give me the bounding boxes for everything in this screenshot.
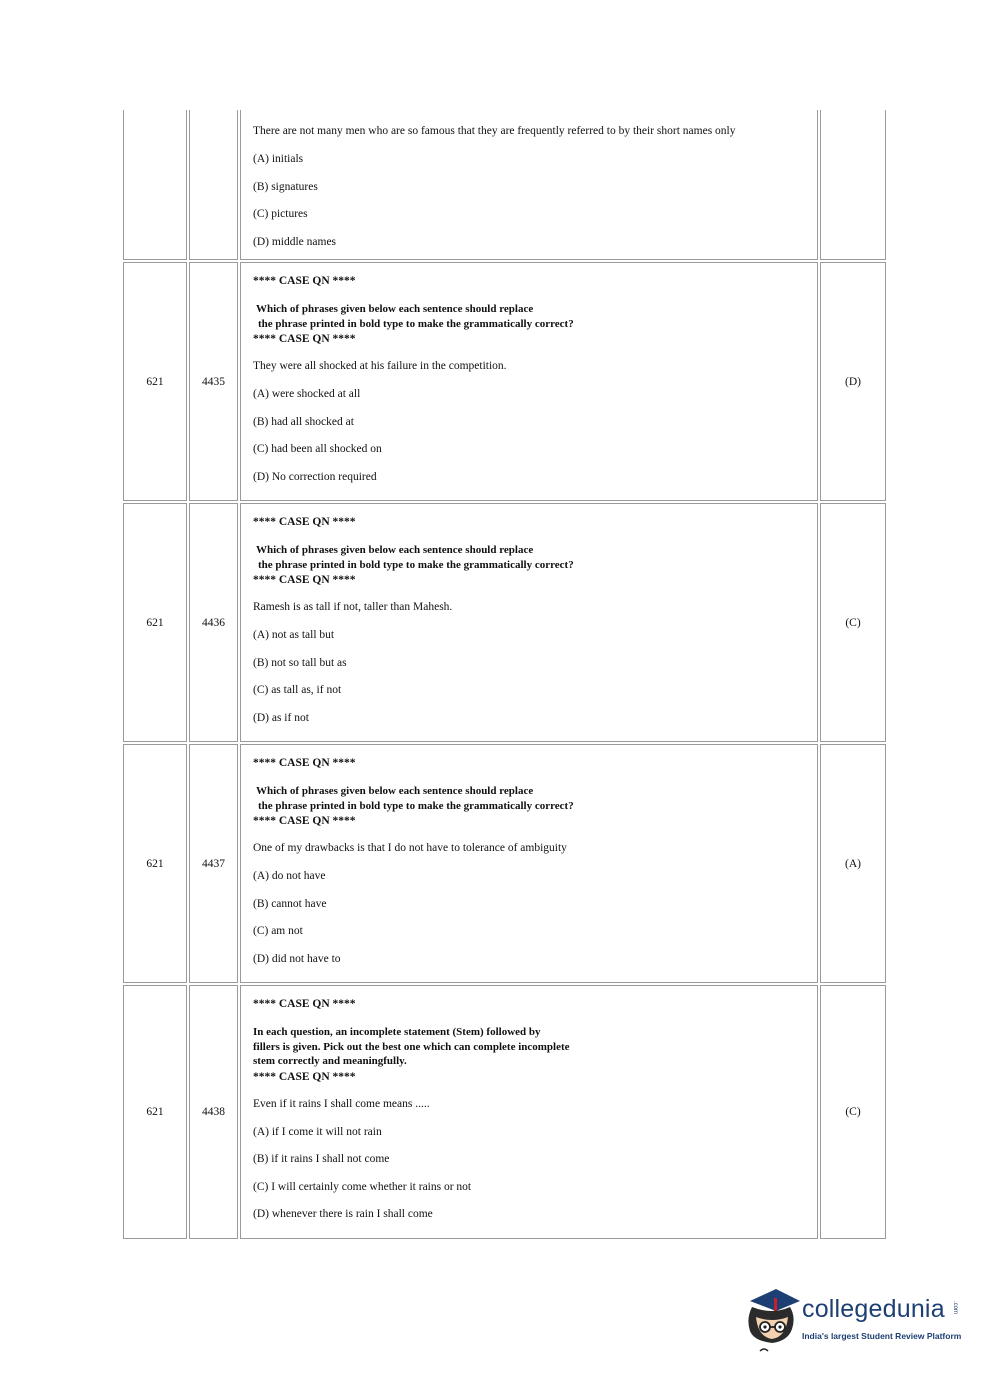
instruction-text: Which of phrases given below each sentence should replace the phrase printed in bold type to make the grammatically correct? — [256, 303, 574, 330]
answer-cell: (C) — [820, 503, 886, 742]
table-row — [123, 744, 886, 983]
option-c: (C) pictures — [253, 208, 308, 220]
qno-cell: 4436 — [189, 503, 238, 742]
case-marker: **** CASE QN **** — [253, 757, 356, 769]
option-b: (B) if it rains I shall not come — [253, 1153, 390, 1165]
qno-cell: 4438 — [189, 985, 238, 1239]
table-row — [123, 110, 886, 260]
question-text: They were all shocked at his failure in the competition. — [253, 360, 507, 372]
option-d: (D) whenever there is rain I shall come — [253, 1208, 433, 1220]
qno-cell: 4437 — [189, 744, 238, 983]
option-b: (B) not so tall but as — [253, 656, 347, 669]
question-text: Even if it rains I shall come means ..... — [253, 1097, 430, 1110]
question-table — [123, 110, 886, 1241]
table-row — [123, 262, 886, 501]
student-mascot-icon — [742, 1285, 802, 1355]
code-cell: 621 — [123, 503, 187, 742]
option-c: (C) I will certainly come whether it rains or not — [253, 1180, 472, 1193]
question-text: Ramesh is as tall if not, taller than Mahesh. — [253, 601, 453, 613]
option-c: (C) as tall as, if not — [253, 684, 342, 696]
case-marker: **** CASE QN **** — [253, 815, 356, 827]
answer-cell — [820, 110, 886, 260]
option-d: (D) middle names — [253, 235, 337, 248]
option-b: (B) signatures — [253, 180, 318, 193]
answer-cell: (A) — [820, 744, 886, 983]
instruction-text: In each question, an incomplete statement (Stem) followed by fillers is given. Pick out the best one which can complete incomplete stem correctly and meaningfully. — [253, 1026, 570, 1067]
option-d: (D) did not have to — [253, 952, 341, 965]
logo-domain-suffix: .com — [952, 1301, 958, 1315]
option-b: (B) had all shocked at — [253, 415, 354, 428]
code-cell: 621 — [123, 985, 187, 1239]
option-a: (A) do not have — [253, 870, 326, 882]
question-text: One of my drawbacks is that I do not have to tolerance of ambiguity — [253, 842, 567, 854]
option-a: (A) if I come it will not rain — [253, 1125, 382, 1138]
case-marker: **** CASE QN **** — [253, 333, 356, 345]
logo-tagline: India's largest Student Review Platform — [802, 1331, 962, 1341]
option-a: (A) initials — [253, 153, 304, 165]
option-c: (C) had been all shocked on — [253, 443, 382, 455]
table-row — [123, 985, 886, 1239]
table-row — [123, 503, 886, 742]
option-c: (C) am not — [253, 925, 303, 937]
option-d: (D) No correction required — [253, 470, 377, 483]
qno-cell: 4435 — [189, 262, 238, 501]
answer-cell: (D) — [820, 262, 886, 501]
answer-cell: (C) — [820, 985, 886, 1239]
instruction-text: Which of phrases given below each sentence should replace the phrase printed in bold type to make the grammatically correct? — [256, 544, 574, 571]
option-a: (A) were shocked at all — [253, 388, 361, 400]
collegedunia-logo[interactable] — [742, 1285, 972, 1355]
logo-wordmark: collegedunia — [802, 1295, 945, 1323]
question-cell — [240, 985, 818, 1239]
instruction-text: Which of phrases given below each sentence should replace the phrase printed in bold type to make the grammatically correct? — [256, 785, 574, 812]
case-marker: **** CASE QN **** — [253, 574, 356, 586]
option-d: (D) as if not — [253, 711, 309, 724]
option-b: (B) cannot have — [253, 897, 327, 910]
code-cell — [123, 110, 187, 260]
option-a: (A) not as tall but — [253, 629, 335, 641]
case-marker: **** CASE QN **** — [253, 1070, 356, 1083]
question-cell — [240, 503, 818, 742]
question-cell — [240, 110, 818, 260]
question-cell — [240, 262, 818, 501]
question-cell — [240, 744, 818, 983]
case-marker: **** CASE QN **** — [253, 516, 356, 528]
code-cell: 621 — [123, 262, 187, 501]
question-text: There are not many men who are so famous that they are frequently referred to by their short names only — [253, 125, 736, 137]
qno-cell — [189, 110, 238, 260]
case-marker: **** CASE QN **** — [253, 275, 356, 287]
case-marker: **** CASE QN **** — [253, 998, 356, 1010]
code-cell: 621 — [123, 744, 187, 983]
